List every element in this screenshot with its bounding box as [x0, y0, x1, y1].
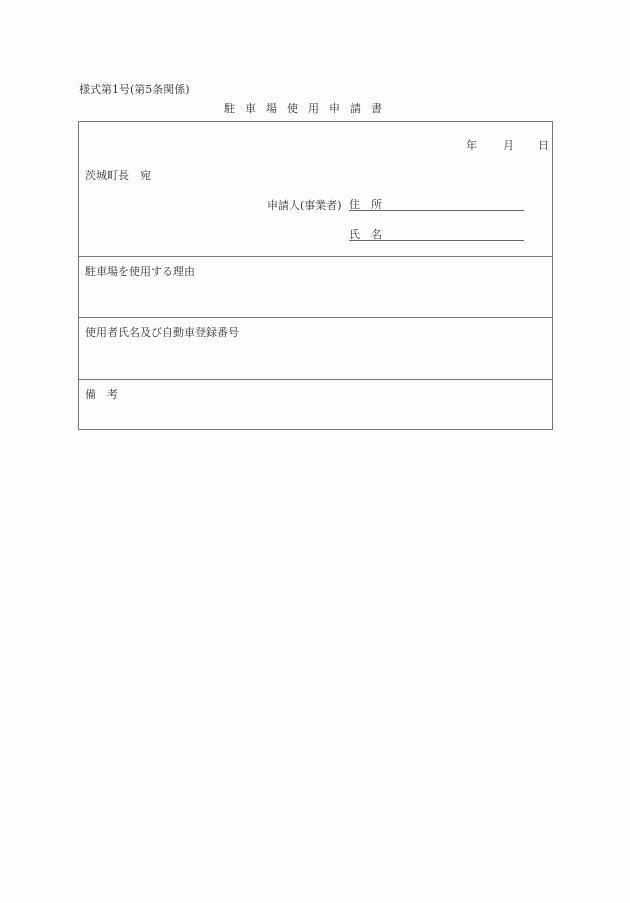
date-month-label: 月	[503, 139, 514, 152]
name-field[interactable]	[349, 226, 524, 241]
address-label: 住 所	[349, 198, 382, 211]
remarks-field[interactable]	[85, 404, 545, 424]
application-form-table	[78, 121, 553, 430]
name-label: 氏 名	[349, 228, 382, 241]
parking-reason-field[interactable]	[85, 282, 545, 312]
row-divider	[79, 379, 552, 380]
parking-reason-label: 駐車場を使用する理由	[85, 265, 195, 278]
document-title: 駐車場使用申請書	[224, 102, 392, 115]
form-number-label: 様式第1号(第5条関係)	[79, 83, 190, 96]
user-name-registration-field[interactable]	[85, 343, 545, 373]
date-day-label: 日	[538, 139, 549, 152]
user-name-registration-label: 使用者氏名及び自動車登録番号	[85, 326, 239, 339]
row-divider	[79, 256, 552, 257]
addressee: 茨城町長 宛	[85, 169, 151, 182]
address-field[interactable]	[349, 196, 524, 211]
remarks-label: 備 考	[85, 388, 118, 401]
row-divider	[79, 317, 552, 318]
date-year-label: 年	[466, 139, 477, 152]
applicant-label: 申請人(事業者)	[267, 199, 342, 212]
